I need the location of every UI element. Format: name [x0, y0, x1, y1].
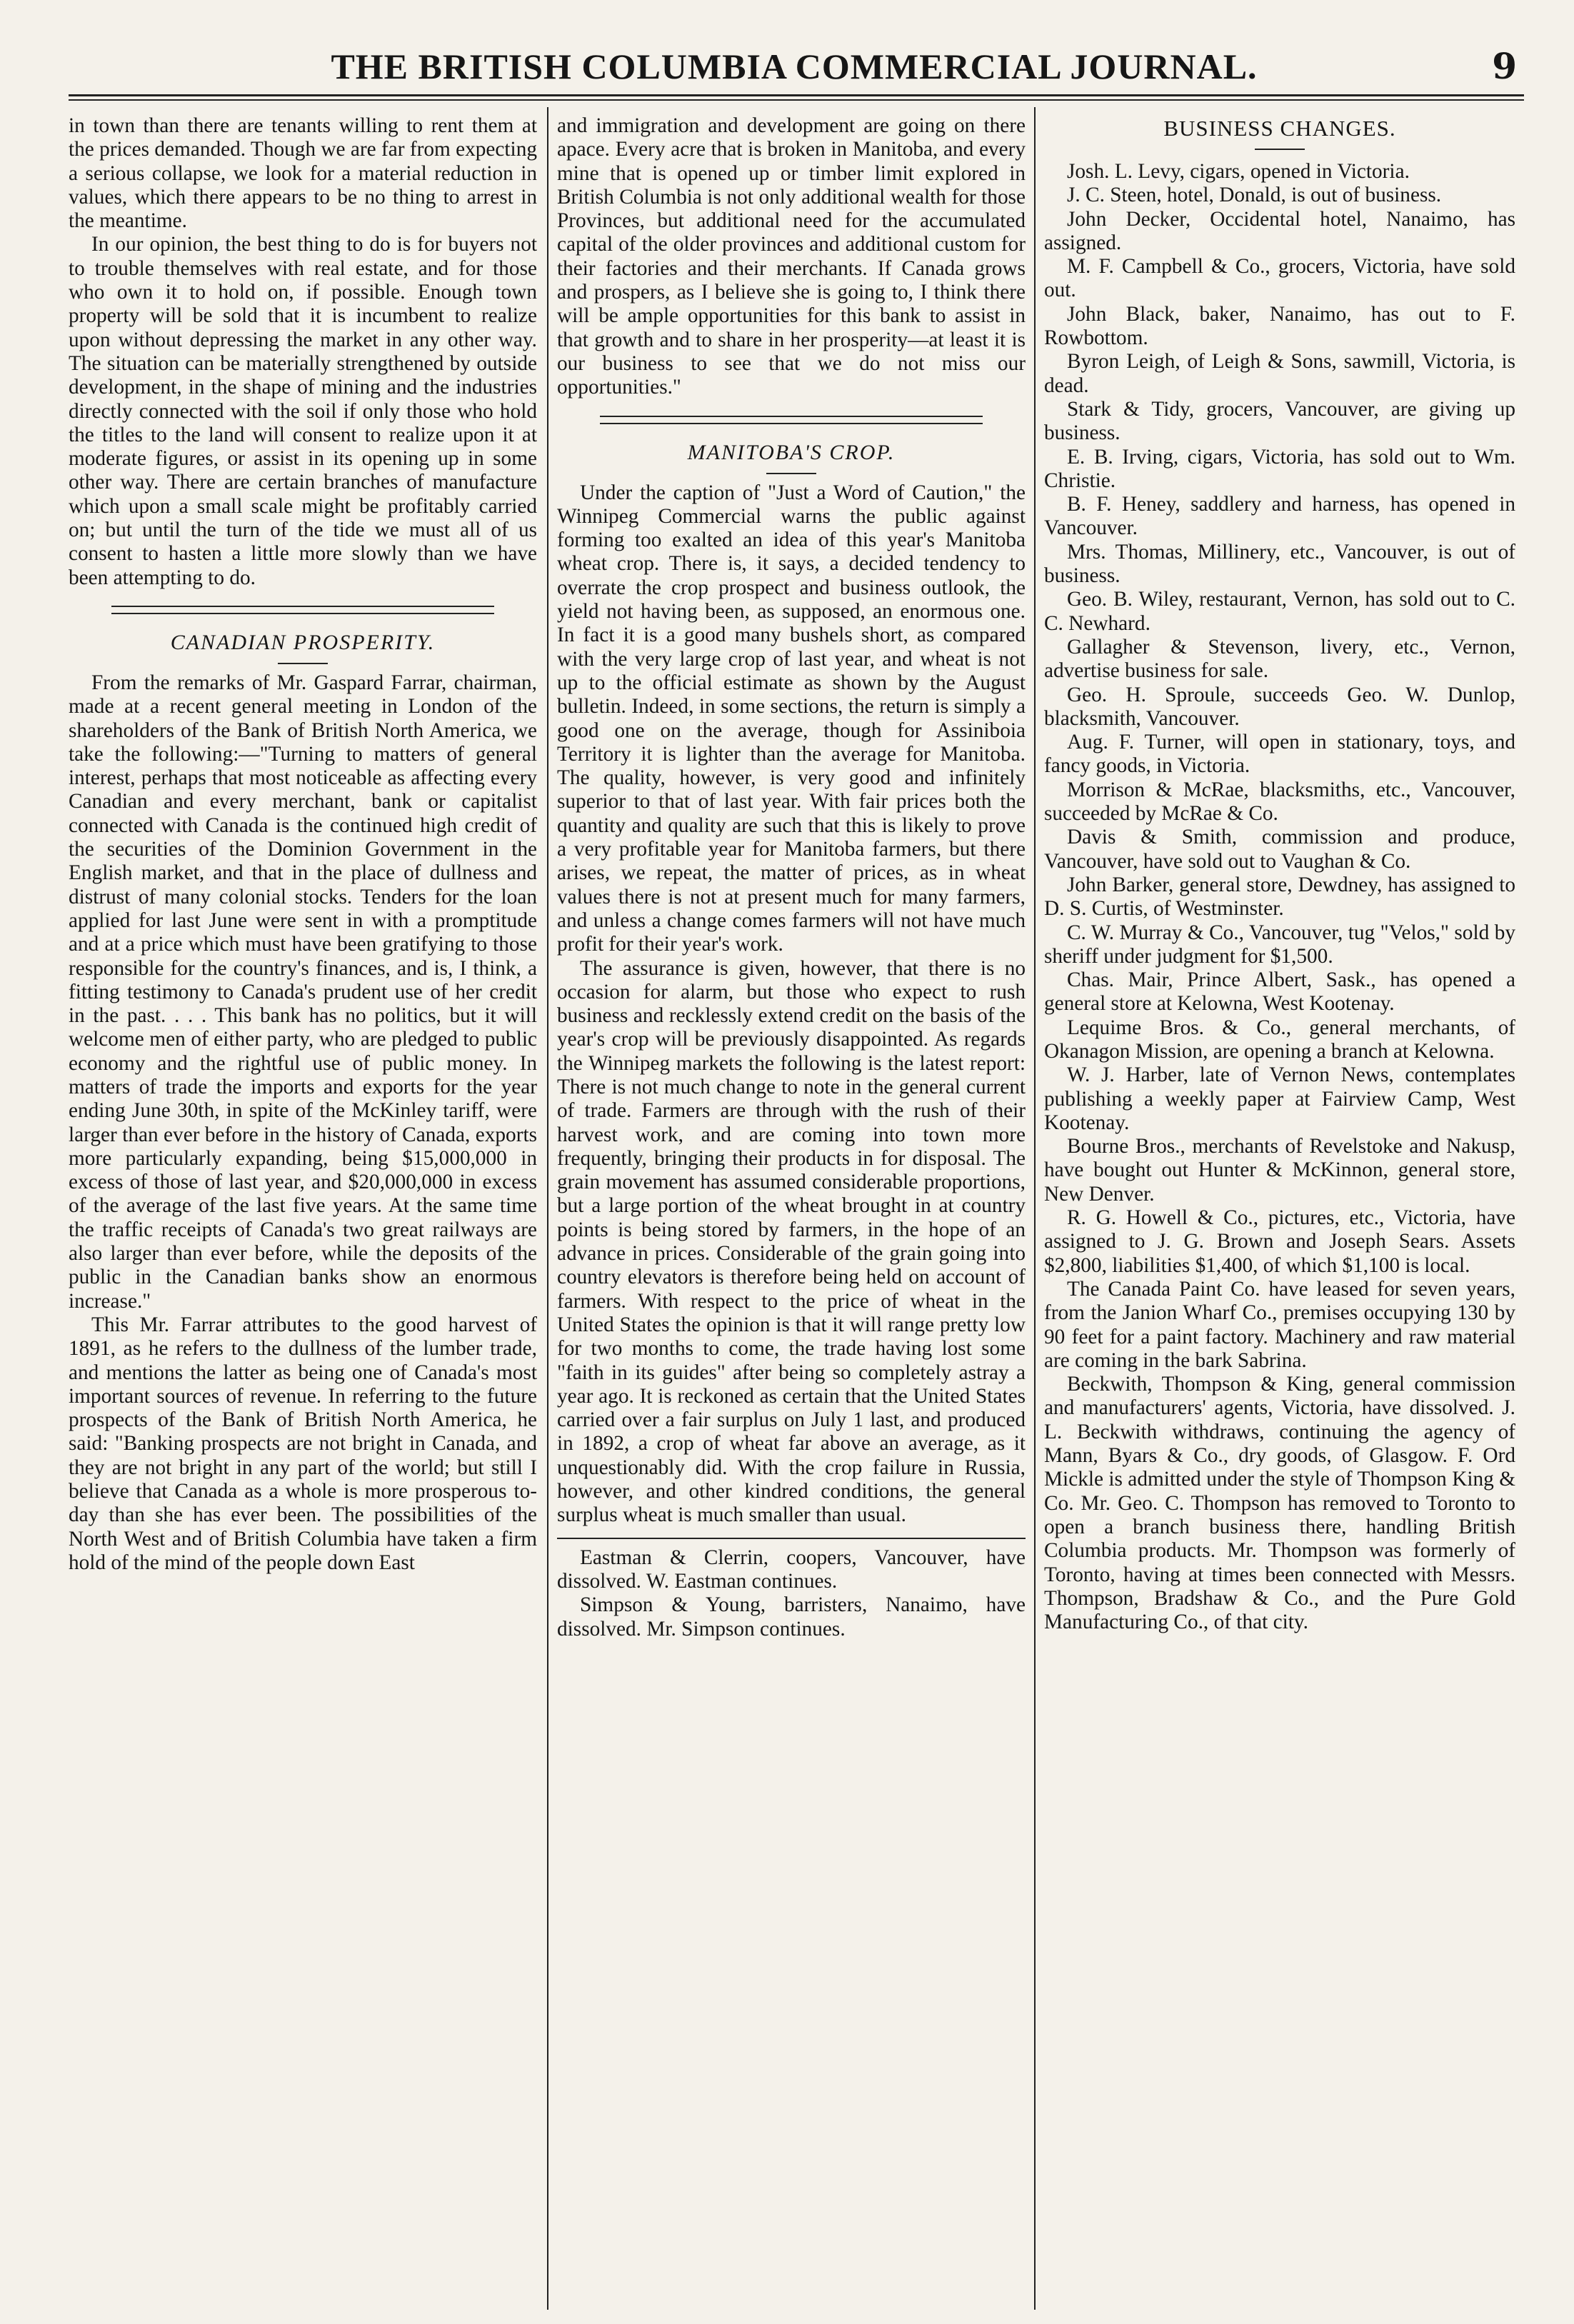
header-rule [69, 94, 1524, 96]
section-divider [111, 606, 494, 614]
business-change-item: M. F. Campbell & Co., grocers, Victoria, have sold out. [1044, 255, 1515, 302]
business-change-item: Lequime Bros. & Co., general merchants, of Okanagon Mission, are opening a branch at Kelowna. [1044, 1016, 1515, 1063]
notice-separator [557, 1538, 1026, 1539]
page-number: 9 [1492, 45, 1517, 87]
col1-paragraph-1: in town than there are tenants willing to rent them at the prices demanded. Though we are far from expecting a serious collapse, we look for a material reduction in values, which there appears to be no thing to arrest in the meantime. [69, 114, 537, 233]
col2-notice-1: Eastman & Clerrin, coopers, Vancouver, have dissolved. W. Eastman continues. [557, 1546, 1026, 1593]
header-rule-lower [69, 99, 1524, 101]
column-1 [69, 114, 537, 2295]
business-change-item: Beckwith, Thompson & King, general commission and manufacturers' agents, Victoria, have dissolved. J. L. Beckwith withdraws, continuing the agency of Mann, Byars & Co., dry goods, of Glasgow. F. Ord Mickle is admitted under the style of Thompson King & Co. Mr. Geo. C. Thompson has removed to Toronto to open a branch business there, handling British Columbia products. Mr. Thompson was formerly of Toronto, having at times been connected with Messrs. Thompson, Bradshaw & Co., and the Pure Gold Manufacturing Co., of that city. [1044, 1373, 1515, 1634]
masthead-title: THE BRITISH COLUMBIA COMMERCIAL JOURNAL. [331, 46, 1258, 86]
business-change-item: John Decker, Occidental hotel, Nanaimo, has assigned. [1044, 207, 1515, 254]
business-change-item: Morrison & McRae, blacksmiths, etc., Vancouver, succeeded by McRae & Co. [1044, 778, 1515, 826]
business-change-item: C. W. Murray & Co., Vancouver, tug "Velos," sold by sheriff under judgment for $1,500. [1044, 921, 1515, 968]
headline-dash [278, 663, 328, 664]
running-head [64, 41, 1524, 91]
business-change-item: Geo. B. Wiley, restaurant, Vernon, has sold out to C. C. Newhard. [1044, 588, 1515, 635]
col1-paragraph-3: From the remarks of Mr. Gaspard Farrar, chairman, made at a recent general meeting in London of the shareholders of the Bank of British North America, we take the following:—"Turning to matters of general interest, perhaps that most noticeable as affecting every Canadian and every merchant, bank or capitalist connected with Canada is the continued high credit of the securities of the Dominion Government in the English market, and that in the place of dullness and distrust of many colonial stocks. Tenders for the loan applied for last June were sent in with a promptitude and at a price which must have been gratifying to those responsible for the country's finances, and is, I think, a fitting testimony to Canada's prudent use of her credit in the past. . . . This bank has no politics, but it will welcome men of either party, who are pledged to public economy and the rightful use of public money. In matters of trade the imports and exports for the year ending June 30th, in spite of the McKinley tariff, were larger than ever before in the history of Canada, exports more particularly expanding, being $15,000,000 in excess of those of last year, and $20,000,000 in excess of the average of the last five years. At the same time the traffic receipts of Canada's two great railways are also larger than ever before, while the deposits of the public in the Canadian banks show an enormous increase." [69, 671, 537, 1313]
business-change-item: Byron Leigh, of Leigh & Sons, sawmill, Victoria, is dead. [1044, 350, 1515, 397]
business-change-item: The Canada Paint Co. have leased for seven years, from the Janion Wharf Co., premises occupying 130 by 90 feet for a paint factory. Machinery and raw material are coming in the bark Sabrina. [1044, 1277, 1515, 1372]
business-change-item: Chas. Mair, Prince Albert, Sask., has opened a general store at Kelowna, West Kootenay. [1044, 968, 1515, 1016]
business-change-item: J. C. Steen, hotel, Donald, is out of business. [1067, 184, 1442, 207]
business-change-item: Josh. L. Levy, cigars, opened in Victoria. [1067, 160, 1410, 183]
business-change-item: Gallagher & Stevenson, livery, etc., Vernon, advertise business for sale. [1044, 635, 1515, 683]
col1-paragraph-4: This Mr. Farrar attributes to the good harvest of 1891, as he refers to the dullness of the lumber trade, and mentions the latter as being one of Canada's most important sources of revenue. In referring to the future prospects of the Bank of British North America, he said: "Banking prospects are not bright in Canada, and they are not bright in any part of the world; but still I believe that Canada as a whole is more prosperous to-day than she has ever been. The possibilities of the North West and of British Columbia have taken a firm hold of the mind of the people down East [69, 1313, 537, 1574]
business-change-item: W. J. Harber, late of Vernon News, contemplates publishing a weekly paper at Fairview Camp, West Kootenay. [1044, 1063, 1515, 1134]
col1-paragraph-2: In our opinion, the best thing to do is for buyers not to trouble themselves with real estate, and for those who own it to hold on, if possible. Enough town property will be sold that it is incumbent to realize upon without depressing the market in any other way. The situation can be materially strengthened by outside development, in the shape of mining and the industries directly connected with the soil if only those who hold the titles to the land will consent to realize upon it at moderate figures, or assist in its opening up in some other way. There are certain branches of manufacture which upon a small scale might be profitably carried on; but until the turn of the tide we must all of us consent to hasten a little more slowly than we have been attempting to do. [69, 233, 537, 589]
business-change-item: Bourne Bros., merchants of Revelstoke and Nakusp, have bought out Hunter & McKinnon, general store, New Denver. [1044, 1135, 1515, 1206]
business-change-item: John Barker, general store, Dewdney, has assigned to D. S. Curtis, of Westminster. [1044, 873, 1515, 921]
col2-paragraph-2: Under the caption of "Just a Word of Caution," the Winnipeg Commercial warns the public against forming too exalted an idea of this year's Manitoba wheat crop. There is, it says, a decided tendency to overrate the crop prospect and business outlook, the yield not having been, as supposed, an enormous one. In fact it is a good many bushels short, as compared with the very large crop of last year, and wheat is not up to the official estimate as shown by the August bulletin. Indeed, in some sections, the return is simply a good one on the average, though for Assiniboia Territory it is lighter than the average for Manitoba. The quality, however, is very good and infinitely superior to that of last year. With fair prices both the quantity and quality are such that this is likely to prove a very profitable year for Manitoba farmers, but there arises, we repeat, the matter of prices, as in wheat values there is not at present much for many farmers, and unless a change comes farmers will not have much profit for their year's work. [557, 481, 1026, 956]
business-change-item: Davis & Smith, commission and produce, Vancouver, have sold out to Vaughan & Co. [1044, 826, 1515, 873]
business-change-item: John Black, baker, Nanaimo, has out to F. Rowbottom. [1044, 302, 1515, 350]
business-change-item: Geo. H. Sproule, succeeds Geo. W. Dunlop, blacksmith, Vancouver. [1044, 683, 1515, 730]
section-divider [600, 416, 983, 424]
business-change-item: Stark & Tidy, grocers, Vancouver, are giving up business. [1044, 397, 1515, 445]
column-rule-1 [547, 107, 548, 2310]
business-change-item: B. F. Heney, saddlery and harness, has opened in Vancouver. [1044, 493, 1515, 540]
col2-notice-2: Simpson & Young, barristers, Nanaimo, have dissolved. Mr. Simpson continues. [557, 1593, 1026, 1641]
column-rule-2 [1034, 107, 1036, 2310]
headline-canadian-prosperity: CANADIAN PROSPERITY. [170, 630, 436, 654]
headline-business-changes: BUSINESS CHANGES. [1163, 116, 1396, 141]
headline-manitobas-crop: MANITOBA'S CROP. [687, 440, 896, 464]
business-change-item: E. B. Irving, cigars, Victoria, has sold out to Wm. Christie. [1044, 445, 1515, 492]
col2-paragraph-1: and immigration and development are going on there apace. Every acre that is broken in Manitoba, and every mine that is opened up or timber limit explored in British Columbia is not only additional wealth for those Provinces, but additional need for the accumulated capital of the older provinces and additional custom for their factories and their merchants. If Canada grows and prospers, as I believe she is going to, I think there will be ample opportunities for this bank to assist in that growth and to share in her prosperity—at least it is our business to see that we do not miss our opportunities." [557, 114, 1026, 399]
business-change-item: Mrs. Thomas, Millinery, etc., Vancouver, is out of business. [1044, 540, 1515, 588]
col2-paragraph-3: The assurance is given, however, that there is no occasion for alarm, but those who expect to rush business and recklessly extend credit on the basis of the year's crop will be previously disappointed. As regards the Winnipeg markets the following is the latest report: There is not much change to note in the general current of trade. Farmers are through with the rush of their harvest work, and are coming into town more frequently, bringing their products in for disposal. The grain movement has assumed considerable proportions, but a large portion of the wheat brought in at country points is being stored by farmers, in the hope of an advance in prices. Considerable of the grain going into country elevators is therefore being held on account of farmers. With respect to the price of wheat in the United States the opinion is that it will range pretty low for two months to come, the trade having lost some "faith in its guides" after being so completely astray a year ago. It is reckoned as certain that the United States carried over a fair surplus on July 1 last, and produced in 1892, a crop of wheat far above an average, as it unquestionably did. With the crop failure in Russia, however, and other kindred conditions, the general surplus wheat is much smaller than usual. [557, 956, 1026, 1527]
headline-dash [1255, 149, 1305, 150]
business-change-item: R. G. Howell & Co., pictures, etc., Victoria, have assigned to J. G. Brown and Joseph Sears. Assets $2,800, liabilities $1,400, of which $1,100 is local. [1044, 1206, 1515, 1277]
headline-dash [766, 473, 816, 474]
business-change-item: Aug. F. Turner, will open in stationary, toys, and fancy goods, in Victoria. [1044, 731, 1515, 778]
column-3 [1044, 114, 1515, 2295]
column-2 [557, 114, 1026, 2295]
